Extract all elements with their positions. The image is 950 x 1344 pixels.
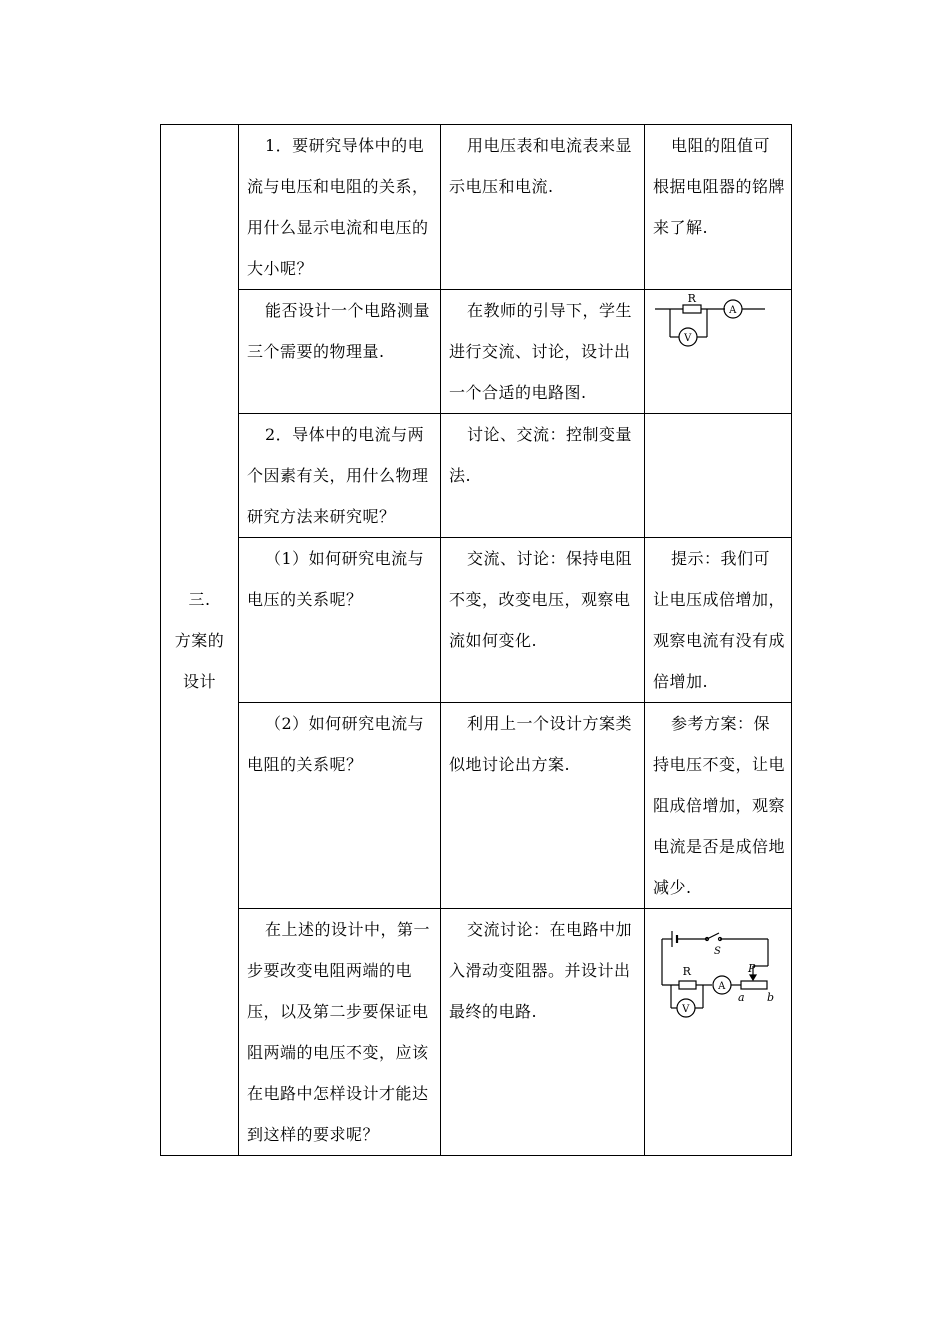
teacher-activity-cell: 1．要研究导体中的电流与电压和电阻的关系，用什么显示电流和电压的大小呢？ bbox=[239, 125, 441, 290]
end-b-label: b bbox=[767, 991, 775, 1004]
resistor-label: R bbox=[687, 292, 697, 305]
teacher-activity-cell: （2）如何研究电流与电阻的关系呢？ bbox=[239, 703, 441, 909]
teacher-activity-cell: （1）如何研究电流与电压的关系呢？ bbox=[239, 538, 441, 703]
table-row bbox=[161, 538, 792, 703]
resistor-label: R bbox=[682, 965, 692, 978]
table-row bbox=[161, 290, 792, 414]
slider-label: P bbox=[748, 962, 756, 975]
section-title-line2: 设计 bbox=[182, 671, 216, 691]
teacher-activity-cell: 2．导体中的电流与两个因素有关，用什么物理研究方法来研究呢？ bbox=[239, 414, 441, 538]
end-a-label: a bbox=[738, 991, 746, 1004]
student-activity-cell: 讨论、交流：控制变量法. bbox=[441, 414, 645, 538]
teacher-activity-cell: 在上述的设计中，第一步要改变电阻两端的电压，以及第二步要保证电阻两端的电压不变，应该在电路中怎样设计才能达到这样的要求呢？ bbox=[239, 909, 441, 1156]
circuit-diagram-voltmeter-ammeter bbox=[645, 290, 790, 360]
table-row bbox=[161, 414, 792, 538]
note-cell bbox=[645, 414, 792, 538]
voltmeter-label: V bbox=[682, 1004, 690, 1015]
student-activity-cell: 利用上一个设计方案类似地讨论出方案. bbox=[441, 703, 645, 909]
lesson-plan-table bbox=[160, 124, 792, 1156]
note-cell: 电阻的阻值可根据电阻器的铭牌来了解. bbox=[645, 125, 792, 290]
table-row bbox=[161, 703, 792, 909]
circuit-diagram-cell bbox=[645, 290, 792, 414]
ammeter-label: A bbox=[718, 981, 726, 992]
note-cell: 提示：我们可让电压成倍增加，观察电流有没有成倍增加. bbox=[645, 538, 792, 703]
table-row bbox=[161, 909, 792, 1156]
voltmeter-label: V bbox=[684, 333, 692, 344]
circuit-diagram-rheostat bbox=[645, 909, 790, 1019]
teacher-activity-cell: 能否设计一个电路测量三个需要的物理量. bbox=[239, 290, 441, 414]
student-activity-cell: 交流讨论：在电路中加入滑动变阻器。并设计出最终的电路. bbox=[441, 909, 645, 1156]
note-cell: 参考方案：保持电压不变，让电阻成倍增加，观察电流是否是成倍地减少. bbox=[645, 703, 792, 909]
section-heading-cell bbox=[161, 125, 239, 1156]
student-activity-cell: 在教师的引导下，学生进行交流、讨论，设计出一个合适的电路图. bbox=[441, 290, 645, 414]
circuit-diagram-cell bbox=[645, 909, 792, 1156]
student-activity-cell: 用电压表和电流表来显示电压和电流. bbox=[441, 125, 645, 290]
switch-label: S bbox=[714, 946, 722, 957]
section-number: 三. bbox=[188, 589, 211, 609]
student-activity-cell: 交流、讨论：保持电阻不变，改变电压，观察电流如何变化. bbox=[441, 538, 645, 703]
ammeter-label: A bbox=[729, 305, 737, 316]
table-row bbox=[161, 125, 792, 290]
section-title-line1: 方案的 bbox=[174, 630, 225, 650]
